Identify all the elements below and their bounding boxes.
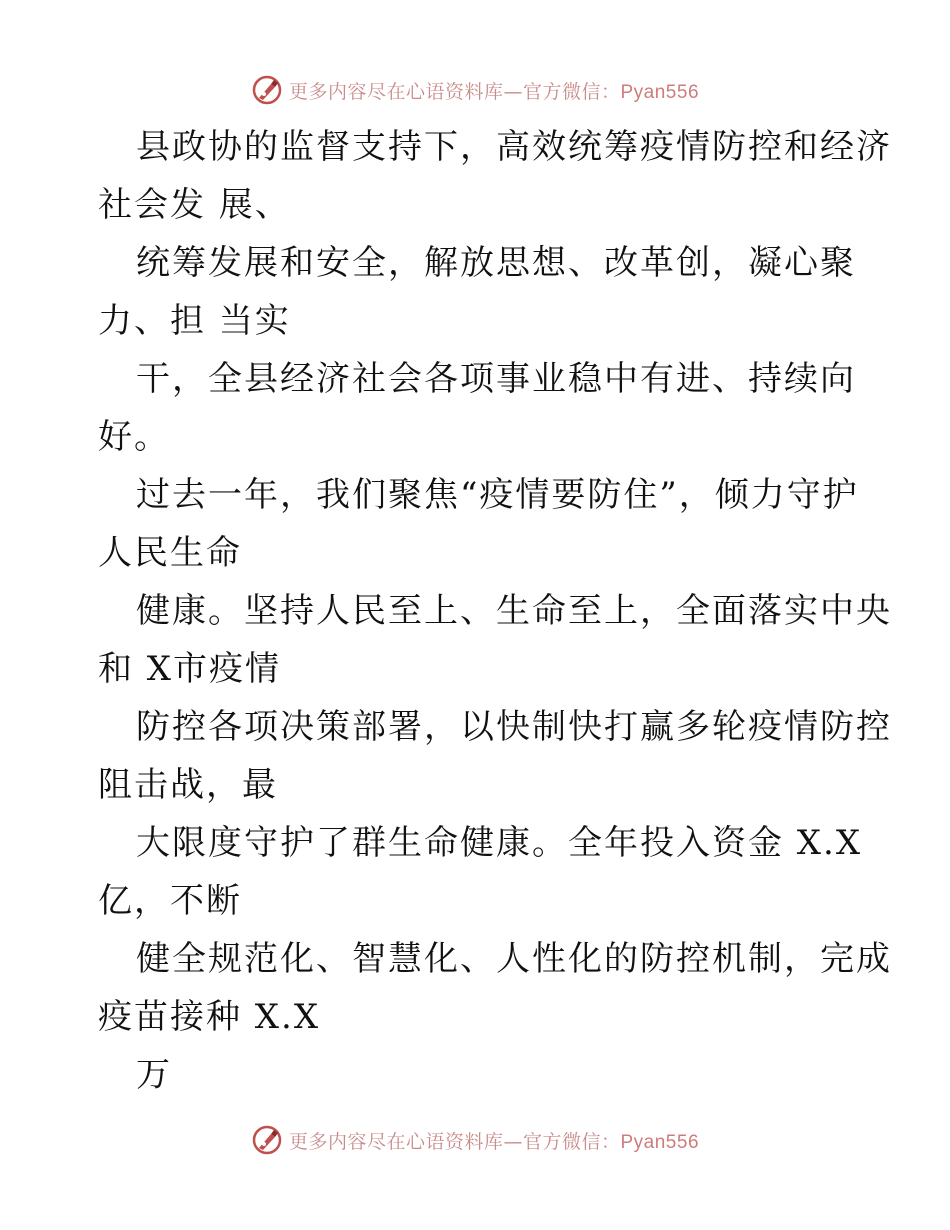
watermark-main-text: 更多内容尽在心语资料库—官方微信：: [288, 1130, 621, 1153]
paragraph-line: 阻击战，最: [98, 765, 278, 805]
paragraph-line: 健康。坚持人民至上、生命至上，全面落实中央: [136, 591, 892, 631]
pen-logo-icon: [251, 74, 283, 106]
paragraph-line: 县政协的监督支持下，高效统筹疫情防控和经济: [136, 127, 892, 167]
paragraph-line: 力、担 当实: [98, 301, 291, 341]
paragraph-line: 疫苗接种 X.X: [98, 997, 321, 1037]
paragraph-line: 健全规范化、智慧化、人性化的防控机制，完成: [136, 939, 892, 979]
paragraph-line: 好。: [98, 417, 170, 457]
paragraph-line: 过去一年，我们聚焦“疫情要防住”，倾力守护: [136, 475, 859, 515]
watermark-id-text: Pyan556: [620, 81, 700, 103]
paragraph-line: 干，全县经济社会各项事业稳中有进、持续向: [136, 359, 856, 399]
paragraph-line: 防控各项决策部署，以快制快打赢多轮疫情防控: [136, 707, 892, 747]
paragraph-line: 大限度守护了群生命健康。全年投入资金 X.X: [136, 823, 863, 863]
footer-watermark: [0, 1120, 950, 1160]
paragraph-line: 社会发 展、: [98, 185, 291, 225]
paragraph-line: 亿，不断: [98, 881, 242, 921]
document-body: [98, 118, 892, 1104]
pen-logo-icon: [251, 1124, 283, 1156]
paragraph-line: 和 X市疫情: [98, 649, 282, 689]
watermark-main-text: 更多内容尽在心语资料库—官方微信：: [288, 80, 621, 103]
watermark-id-text: Pyan556: [620, 1131, 700, 1153]
paragraph-line: 人民生命: [98, 533, 242, 573]
header-watermark: [0, 70, 950, 110]
watermark-text: [289, 77, 699, 104]
paragraph-line: 万: [136, 1055, 172, 1095]
paragraph-line: 统筹发展和安全，解放思想、改革创，凝心聚: [136, 243, 856, 283]
watermark-text: [289, 1127, 699, 1154]
